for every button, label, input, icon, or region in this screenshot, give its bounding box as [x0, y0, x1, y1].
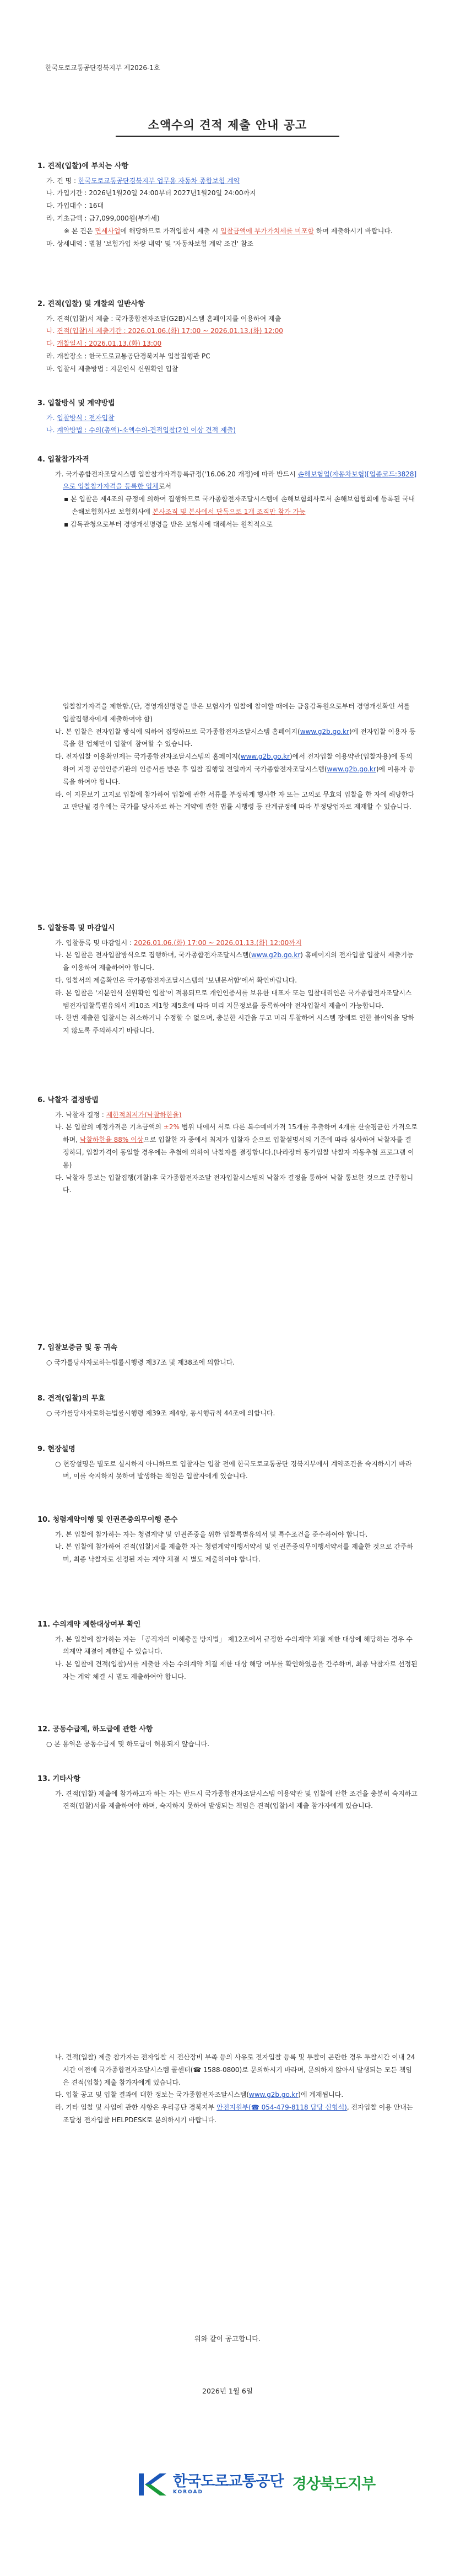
section-4 [37, 453, 418, 531]
s5-item-ga: 가. 입찰등록 및 마감일시 : 2026.01.06.(화) 17:00 ~ 2026.01.13.(화) 12:00까지 [55, 938, 302, 947]
section-3-heading: 3. 입찰방식 및 계약방법 [37, 399, 115, 407]
s1-item-da: 다. 가입대수 : 16대 [46, 202, 104, 210]
koroad-logo-icon [138, 2471, 167, 2498]
s9-text: ○ 현장설명은 별도로 실시하지 아니하므로 입찰자는 입찰 전에 한국도로교통공단 경북지부에서 계약조건을 숙지하시기 바라며, 이를 숙지하지 못하여 발생하는 책임은 입찰자에게 있습니다. [55, 1459, 412, 1480]
s1-vat-note: ※ 본 건은 면세사업에 해당하므로 가격입찰서 제출 시 입찰금액에 부가가치세를 미포함 하여 제출하시기 바랍니다. [64, 227, 393, 235]
s1-item-ga: 가. 건 명 : 한국도로교통공단경북지부 업무용 자동차 종합보험 계약 [46, 176, 240, 185]
s2-item-na: 나. 견적(입찰)서 제출기간 : 2026.01.06.(화) 17:00 ~ 2026.01.13.(화) 12:00 [46, 327, 283, 335]
section-12-heading: 12. 공동수급제, 하도급에 관한 사항 [37, 1725, 153, 1734]
title-underline [116, 136, 339, 137]
notice-date: 2026년 1월 6일 [202, 2387, 253, 2395]
s5-item-ra: 라. 본 입찰은 '지문인식 신원확인 입찰'이 적용되므로 개인인증서를 보유한 대표자 또는 입찰대리인은 국가종합전자조달시스템전자입찰특별유의서 제10조 제1항 제5호에 따라 미리 지문정보를 등록하여야 전자입찰서 제출이 가능합니다. [55, 989, 412, 1010]
s13-item-ra: 라. 기타 입찰 및 사업에 관한 사항은 우리공단 경북지부 안전지원부(☎ 054-479-8118 담당 신형석), 전자입찰 이용 안내는 조달청 전자입찰 HELPDESK로 문의하시기 바랍니다. [55, 2103, 413, 2124]
section-10 [37, 1514, 418, 1566]
section-8 [37, 1392, 418, 1419]
section-7-heading: 7. 입찰보증금 및 동 귀속 [37, 1344, 118, 1352]
section-1-heading: 1. 견적(입찰)에 부치는 사항 [37, 162, 129, 170]
s12-text: ○ 본 용역은 공동수급제 및 하도급이 허용되지 않습니다. [46, 1740, 210, 1748]
section-2-heading: 2. 견적(입찰) 및 개찰의 일반사항 [37, 300, 145, 308]
s3-item-na: 나. 계약방법 : 수의(총액)-소액수의-견적입찰(2인 이상 견적 제출) [46, 426, 236, 434]
org-name [173, 2473, 284, 2496]
s1-item-na: 나. 가입기간 : 2026년1월20일 24:00부터 2027년1월20일 24:00까지 [46, 189, 256, 197]
g2b-link[interactable]: www.g2b.go.kr [300, 727, 350, 736]
section-6-heading: 6. 낙찰자 결정방법 [37, 1096, 99, 1104]
s11-item-na: 나. 본 입찰에 견적(입찰)서를 제출한 자는 수의계약 체결 제한 대상 해당 여부를 확인하였음을 간주하며, 최종 낙찰자로 선정된 자는 계약 체결 시 별도 제출하여야 합니다. [55, 1660, 418, 1681]
section-4-heading: 4. 입찰참가자격 [37, 455, 89, 464]
s13-item-na: 나. 견적(입찰) 제출 참가자는 전자입찰 시 전산장비 부족 등의 사유로 전자입찰 등록 및 투찰이 곤란한 경우 투찰시간 이내 24시간 이전에 국가종합전자조달시스템 콜센터(☎ 1588-0800)로 문의하시기 바라며, 문의하지 않아서 발생되는 모든 책임은 견적(입찰) 제출 참가자에게 있습니다. [55, 2053, 415, 2086]
g2b-link[interactable]: www.g2b.go.kr [249, 2091, 299, 2099]
s3-item-ga: 가. 입찰방식 : 전자입찰 [46, 414, 115, 422]
section-3 [37, 397, 418, 437]
closing-statement: 위와 같이 공고합니다. [194, 2334, 261, 2343]
section-5-heading: 5. 입찰등록 및 마감일시 [37, 924, 115, 932]
contact-info: 안전지원부(☎ 054-479-8118 담당 신형석) [216, 2103, 347, 2112]
org-name-english: KOROAD [173, 2489, 203, 2495]
section-4-continued [37, 700, 418, 813]
s5-item-da: 다. 입찰서의 제출확인은 국가종합전자조달시스템의 '보낸문서함'에서 확인바랍니다. [55, 976, 297, 985]
section-13-heading: 13. 기타사항 [37, 1775, 80, 1783]
bid-deadline: 2026.01.06.(화) 17:00 ~ 2026.01.13.(화) 12:00까지 [133, 938, 302, 947]
contract-name: 한국도로교통공단경북지부 업무용 자동차 종합보험 계약 [78, 176, 240, 185]
s4-item-na: 나. 본 입찰은 전자입찰 방식에 의하여 집행하므로 국가종합전자조달시스템 홈페이지(www.g2b.go.kr)에 전자입찰 이용자 등록을 한 업체만이 입찰에 참여할 수 있습니다. [55, 727, 416, 748]
section-11 [37, 1618, 418, 1683]
org-name-korean: 한국도로교통공단 [173, 2472, 284, 2490]
notice-sheet [28, 0, 427, 2576]
section-12 [37, 1723, 418, 1750]
s1-item-ma: 마. 상세내역 : 별첨 '보험가입 차량 내역' 및 '자동차보험 계약 조건' 참조 [46, 239, 253, 248]
s4-ga-continued: 입찰참가자격을 제한함.(단, 경영개선명령을 받은 보험사가 입찰에 참여할 때에는 금융감독원으로부터 경영개선확인 서를 입찰집행자에게 제출하여야 함) [63, 702, 410, 723]
s4-bullet-1: ▪ 본 입찰은 제4조의 규정에 의하여 집행하므로 국가종합전자조달시스템에 손해보험회사로서 손해보험협회에 등록된 국내손해보험회사로 보험회사에 본사조직 및 본사에서 단독으로 1개 조직만 참가 가능 [64, 495, 415, 516]
s2-item-da: 다. 개찰일시 : 2026.01.13.(화) 13:00 [46, 340, 162, 348]
opening-datetime: 개찰일시 : 2026.01.13.(화) 13:00 [57, 340, 162, 348]
s13-item-ga: 가. 견적(입찰) 제출에 참가하고자 하는 자는 반드시 국가종합전자조달시스템 이용약관 및 입찰에 관한 조건을 충분히 숙지하고 견적(입찰)서를 제출하여야 하며, 숙지하지 못하여 발생되는 책임은 견적(입찰)서 제출 참가자에게 있습니다. [55, 1789, 418, 1810]
section-10-heading: 10. 청렴계약이행 및 인권존중의무이행 준수 [37, 1516, 178, 1524]
section-11-heading: 11. 수의계약 제한대상여부 확인 [37, 1620, 141, 1629]
section-1 [37, 160, 418, 250]
qualification-code: 손해보험업(자동차보험)[업종코드:3828] 으로 입찰참가자격을 등록한 업체 [63, 470, 417, 491]
s6-item-ga: 가. 낙찰자 결정 : 제한적최저가(낙찰하한율) [55, 1110, 182, 1119]
g2b-link[interactable]: www.g2b.go.kr [251, 951, 301, 959]
s4-item-da: 다. 전자입찰 이용확인제는 국가종합전자조달시스템의 홈페이지(www.g2b.go.kr)에서 전자입찰 이용약관(입찰자용)에 동의하여 지정 공인인증기관의 인증서를 받은 후 입찰 집행일 전일까지 국가종합전자조달시스템(www.g2b.go.kr)에 이용자 등록을 하여야 합니다. [55, 753, 415, 786]
notice-number: 한국도로교통공단경북지부 제2026-1호 [45, 64, 160, 72]
s4-item-ra: 라. 이 지문보기 고지로 입찰에 참가하여 입찰에 관한 서류를 부정하게 행사한 자 또는 고의로 무효의 입찰을 한 자에 해당한다고 판단될 경우에는 국가를 당사자로 하는 계약에 관한 법률 시행령 등 관계규정에 따라 부정당업자로 제재할 수 있습니다. [55, 790, 415, 811]
footer-logo [138, 2470, 375, 2498]
s2-item-ma: 마. 입찰서 제출방법 : 지문인식 신원확인 입찰 [46, 364, 178, 373]
section-5 [37, 922, 418, 1037]
s2-item-ra: 라. 개찰장소 : 한국도로교통공단경북지부 입찰집행관 PC [46, 352, 210, 361]
s6-item-na: 나. 본 입찰의 예정가격은 기초금액의 ±2% 범위 내에서 서로 다른 복수예비가격 15개를 추출하여 4개를 산술평균한 가격으로 하며, 낙찰하한율 88% 이상으로 입찰한 자 중에서 최저가 입찰자 순으로 입찰설명서의 기준에 따라 심사하여 낙찰자를 결정하되, 입찰가격이 동일할 경우에는 추첨에 의하여 낙찰자를 결정합니다.(나라장터 동가입찰 낙찰자 자동추첨 프로그램 이용) [55, 1123, 418, 1169]
section-9 [37, 1443, 418, 1483]
submission-period: 견적(입찰)서 제출기간 : 2026.01.06.(화) 17:00 ~ 2026.01.13.(화) 12:00 [57, 327, 283, 335]
s2-item-ga: 가. 견적(입찰)서 제출 : 국가종합전자조달(G2B)시스템 홈페이지를 이용하여 제출 [46, 314, 281, 323]
section-7 [37, 1341, 418, 1368]
s7-text: ○ 국가를당사자로하는법률시행령 제37조 및 제38조에 의합니다. [46, 1358, 235, 1366]
g2b-link[interactable]: www.g2b.go.kr [327, 765, 376, 773]
s5-item-na: 나. 본 입찰은 전자입찰방식으로 집행하며, 국가종합전자조달시스템(www.g2b.go.kr) 홈페이지의 전자입찰 입찰서 제출기능을 이용하여 제출하여야 합니다. [55, 951, 414, 972]
section-13 [37, 1773, 418, 1812]
s13-item-da: 다. 입찰 공고 및 입찰 결과에 대한 정보는 국가종합전자조달시스템(www.g2b.go.kr)에 게재됩니다. [55, 2091, 344, 2099]
section-6 [37, 1094, 418, 1196]
s4-item-ga: 가. 국가종합전자조달시스템 입찰참가자격등록규정('16.06.20 개정)에 따라 반드시 손해보험업(자동차보험)[업종코드:3828] 으로 입찰참가자격을 등록한 업체로서 [55, 470, 417, 491]
section-9-heading: 9. 현장설명 [37, 1445, 75, 1453]
section-8-heading: 8. 견적(입찰)의 무효 [37, 1394, 105, 1403]
section-13-continued [37, 2051, 418, 2127]
s11-item-ga: 가. 본 입찰에 참가하는 자는 「공직자의 이해충돌 방지법」 제12조에서 규정한 수의계약 체결 제한 대상에 해당하는 경우 수의계약 체결이 제한될 수 있습니다. [55, 1635, 413, 1656]
g2b-link[interactable]: www.g2b.go.kr [240, 753, 290, 761]
s6-item-da: 다. 낙찰자 통보는 입찰집행(개찰)후 국가종합전자조달 전자입찰시스템의 낙찰자 결정을 통하여 낙찰 통보한 것으로 간주합니다. [55, 1173, 414, 1194]
s5-item-ma: 마. 한번 제출한 입찰서는 취소하거나 수정할 수 없으며, 충분한 시간을 두고 미리 투찰하여 시스템 장애로 인한 불이익을 당하지 않도록 주의하시기 바랍니다. [55, 1014, 415, 1035]
s4-bullet-2: ▪ 감독관청으로부터 경영개선명령을 받은 보험사에 대해서는 원칙적으로 [64, 520, 273, 528]
section-2 [37, 298, 418, 375]
branch-name: 경상북도지부 [292, 2476, 376, 2493]
s1-item-ra: 라. 기초금액 : 금7,099,000원(부가세) [46, 214, 160, 223]
page-title: 소액수의 견적 제출 안내 공고 [148, 119, 307, 132]
s10-item-na: 나. 본 입찰에 참가하여 견적(입찰)서를 제출한 자는 청렴계약이행서약서 및 인권존중의무이행서약서를 제출한 것으로 간주하며, 최종 낙찰자로 선정된 자는 계약 체결 시 별도 제출하여야 합니다. [55, 1543, 414, 1564]
s8-text: ○ 국가를당사자로하는법률시행령 제39조 제4항, 동시행규칙 44조에 의합니다. [46, 1409, 275, 1417]
s10-item-ga: 가. 본 입찰에 참가하는 자는 청렴계약 및 인권존중을 위한 입찰특별유의서 및 특수조건을 준수하여야 합니다. [55, 1530, 368, 1538]
